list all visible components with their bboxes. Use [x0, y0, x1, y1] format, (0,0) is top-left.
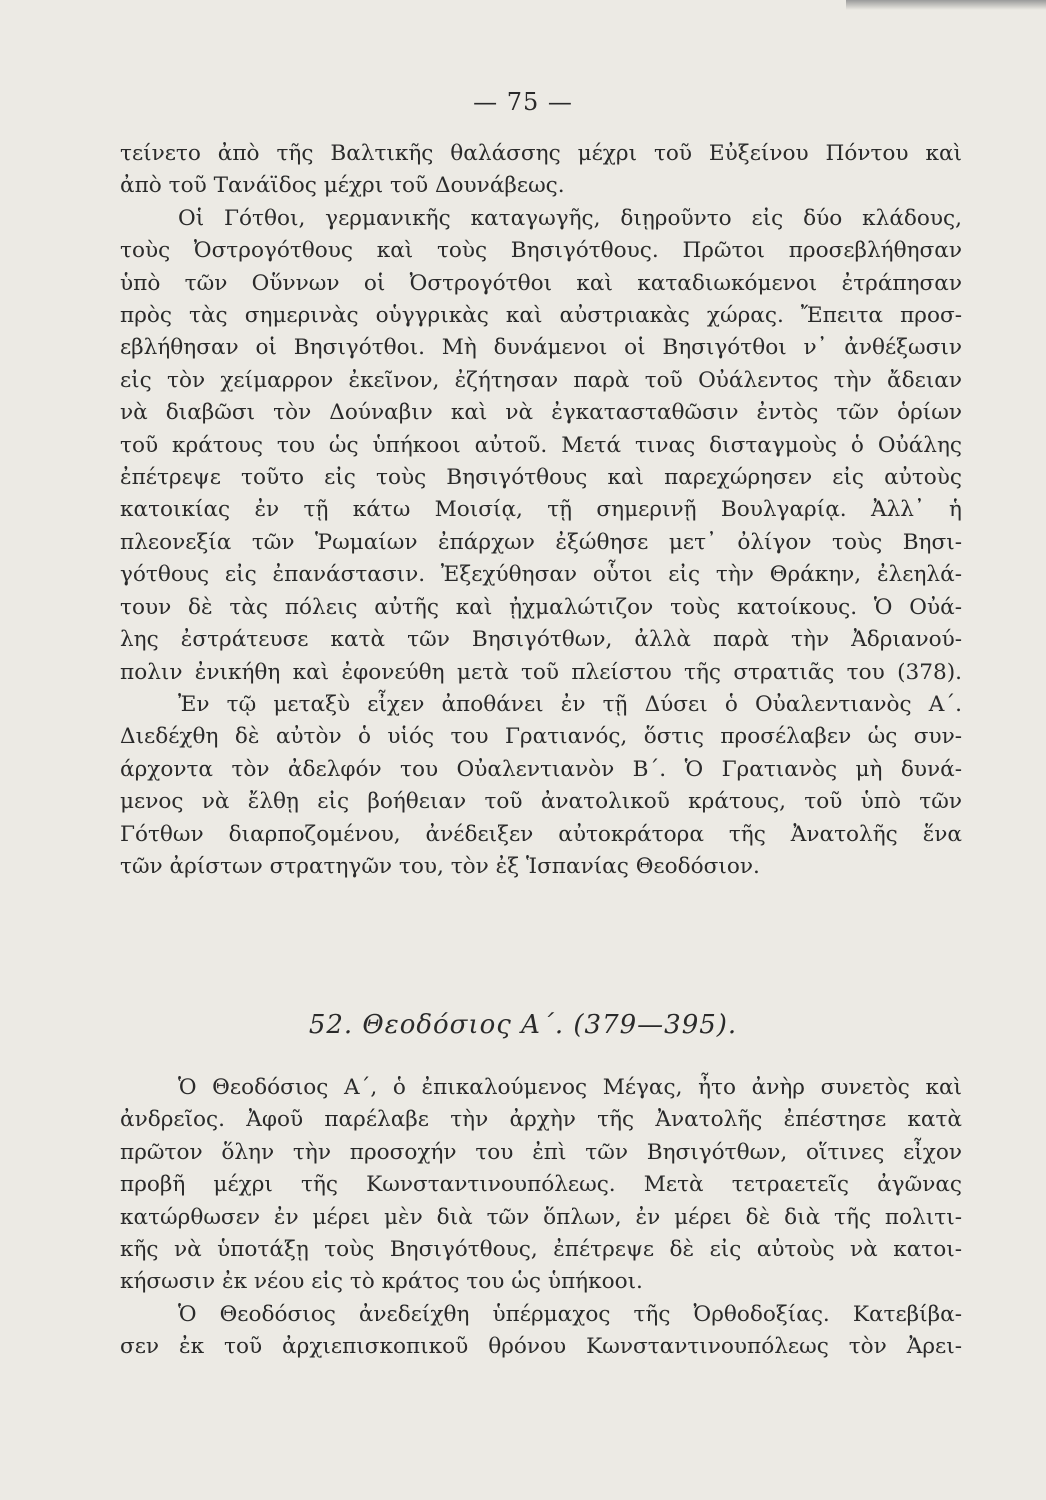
- scan-edge-shadow: [846, 0, 1046, 10]
- text-line: ἀπὸ τοῦ Τανάϊδος μέχρι τοῦ Δουνάβεως.: [120, 173, 565, 199]
- text-line: Ἐν τῷ μεταξὺ εἶχεν ἀποθάνει ἐν τῇ Δύσει ὁ Οὐαλεντιανὸς Α΄.: [178, 691, 962, 717]
- text-line: τῶν ἀρίστων στρατηγῶν του, τὸν ἐξ Ἱσπανίας Θεοδόσιον.: [120, 853, 760, 879]
- text-block-theodosius: [120, 1072, 962, 1364]
- text-line: κῆς νὰ ὑποτάξῃ τοὺς Βησιγότθους, ἐπέτρεψε δὲ εἰς αὐτοὺς νὰ κατοι-: [120, 1237, 962, 1263]
- text-line: Γότθων διαρποζομένου, ἀνέδειξεν αὐτοκράτορα τῆς Ἀνατολῆς ἕνα: [120, 821, 962, 847]
- text-line: τείνετο ἀπὸ τῆς Βαλτικῆς θαλάσσης μέχρι τοῦ Εὐξείνου Πόντου καὶ: [120, 141, 962, 166]
- text-line: προβῆ μέχρι τῆς Κωνσταντινουπόλεως. Μετὰ τετραετεῖς ἀγῶνας: [120, 1172, 962, 1198]
- text-line: γότθους εἰς ἐπανάστασιν. Ἐξεχύθησαν οὗτοι εἰς τὴν Θράκην, ἐλεηλά-: [120, 562, 962, 588]
- text-line: Ὁ Θεοδόσιος Α΄, ὁ ἐπικαλούμενος Μέγας, ἦτο ἀνὴρ συνετὸς καὶ: [178, 1075, 962, 1100]
- text-line: κήσωσιν ἐκ νέου εἰς τὸ κράτος του ὡς ὑπήκοοι.: [120, 1269, 643, 1295]
- text-line: εἰς τὸν χείμαρρον ἐκεῖνον, ἐζήτησαν παρὰ τοῦ Οὐάλεντος τὴν ἄδειαν: [120, 367, 962, 393]
- text-line: πολιν ἐνικήθη καὶ ἐφονεύθη μετὰ τοῦ πλείστου τῆς στρατιᾶς του (378).: [120, 659, 962, 685]
- text-line: εβλήθησαν οἱ Βησιγότθοι. Μὴ δυνάμενοι οἱ Βησιγότθοι ν᾽ ἀνθέξωσιν: [120, 335, 962, 361]
- section-heading: 52. Θεοδόσιος Α΄. (379—395).: [308, 1010, 738, 1040]
- text-line: τουν δὲ τὰς πόλεις αὐτῆς καὶ ᾐχμαλώτιζον τοὺς κατοίκους. Ὁ Οὐά-: [120, 594, 962, 620]
- text-block-goths: [120, 138, 962, 883]
- text-line: πρῶτον ὅλην τὴν προσοχήν του ἐπὶ τῶν Βησιγότθων, οἵτινες εἶχον: [120, 1139, 962, 1165]
- text-line: Διεδέχθη δὲ αὐτὸν ὁ υἱός του Γρατιανός, ὅστις προσέλαβεν ὡς συν-: [120, 724, 962, 750]
- text-line: Ὁ Θεοδόσιος ἀνεδείχθη ὑπέρμαχος τῆς Ὀρθοδοξίας. Κατεβίβα-: [178, 1301, 962, 1327]
- text-line: κατοικίας ἐν τῇ κάτω Μοισίᾳ, τῇ σημερινῇ Βουλγαρίᾳ. Ἀλλ᾽ ἡ: [120, 497, 962, 523]
- text-line: πλεονεξία τῶν Ῥωμαίων ἐπάρχων ἐξώθησε μετ᾽ ὀλίγον τοὺς Βησι-: [120, 529, 962, 555]
- text-line: τοὺς Ὀστρογότθους καὶ τοὺς Βησιγότθους. Πρῶτοι προσεβλήθησαν: [120, 238, 962, 264]
- text-line: ἐπέτρεψε τοῦτο εἰς τοὺς Βησιγότθους καὶ παρεχώρησεν εἰς αὐτοὺς: [120, 465, 962, 491]
- text-line: ὑπὸ τῶν Οὕννων οἱ Ὀστρογότθοι καὶ καταδιωκόμενοι ἐτράπησαν: [120, 270, 962, 296]
- text-line: πρὸς τὰς σημερινὰς οὑγγρικὰς καὶ αὐστριακὰς χώρας. Ἔπειτα προσ-: [120, 303, 962, 329]
- text-line: άρχοντα τὸν ἀδελφόν του Οὐαλεντιανὸν Β΄. Ὁ Γρατιανὸς μὴ δυνά-: [120, 756, 962, 782]
- text-line: κατώρθωσεν ἐν μέρει μὲν διὰ τῶν ὅπλων, ἐν μέρει δὲ διὰ τῆς πολιτι-: [120, 1204, 962, 1230]
- text-line: νὰ διαβῶσι τὸν Δούναβιν καὶ νὰ ἐγκατασταθῶσιν ἐντὸς τῶν ὁρίων: [120, 400, 962, 426]
- page-number: — 75 —: [473, 88, 573, 116]
- text-line: τοῦ κράτους του ὡς ὑπήκοοι αὐτοῦ. Μετά τινας δισταγμοὺς ὁ Οὐάλης: [120, 432, 962, 458]
- text-line: σεν ἐκ τοῦ ἀρχιεπισκοπικοῦ θρόνου Κωνσταντινουπόλεως τὸν Ἀρει-: [120, 1334, 962, 1360]
- text-line: Οἱ Γότθοι, γερμανικῆς καταγωγῆς, διῃροῦντο εἰς δύο κλάδους,: [178, 205, 962, 231]
- text-line: ἀνδρεῖος. Ἀφοῦ παρέλαβε τὴν ἀρχὴν τῆς Ἀνατολῆς ἐπέστησε κατὰ: [120, 1107, 962, 1133]
- text-line: λης ἐστράτευσε κατὰ τῶν Βησιγότθων, ἀλλὰ παρὰ τὴν Ἀδριανού-: [120, 627, 962, 653]
- text-line: μενος νὰ ἔλθῃ εἰς βοήθειαν τοῦ ἀνατολικοῦ κράτους, τοῦ ὑπὸ τῶν: [120, 789, 962, 815]
